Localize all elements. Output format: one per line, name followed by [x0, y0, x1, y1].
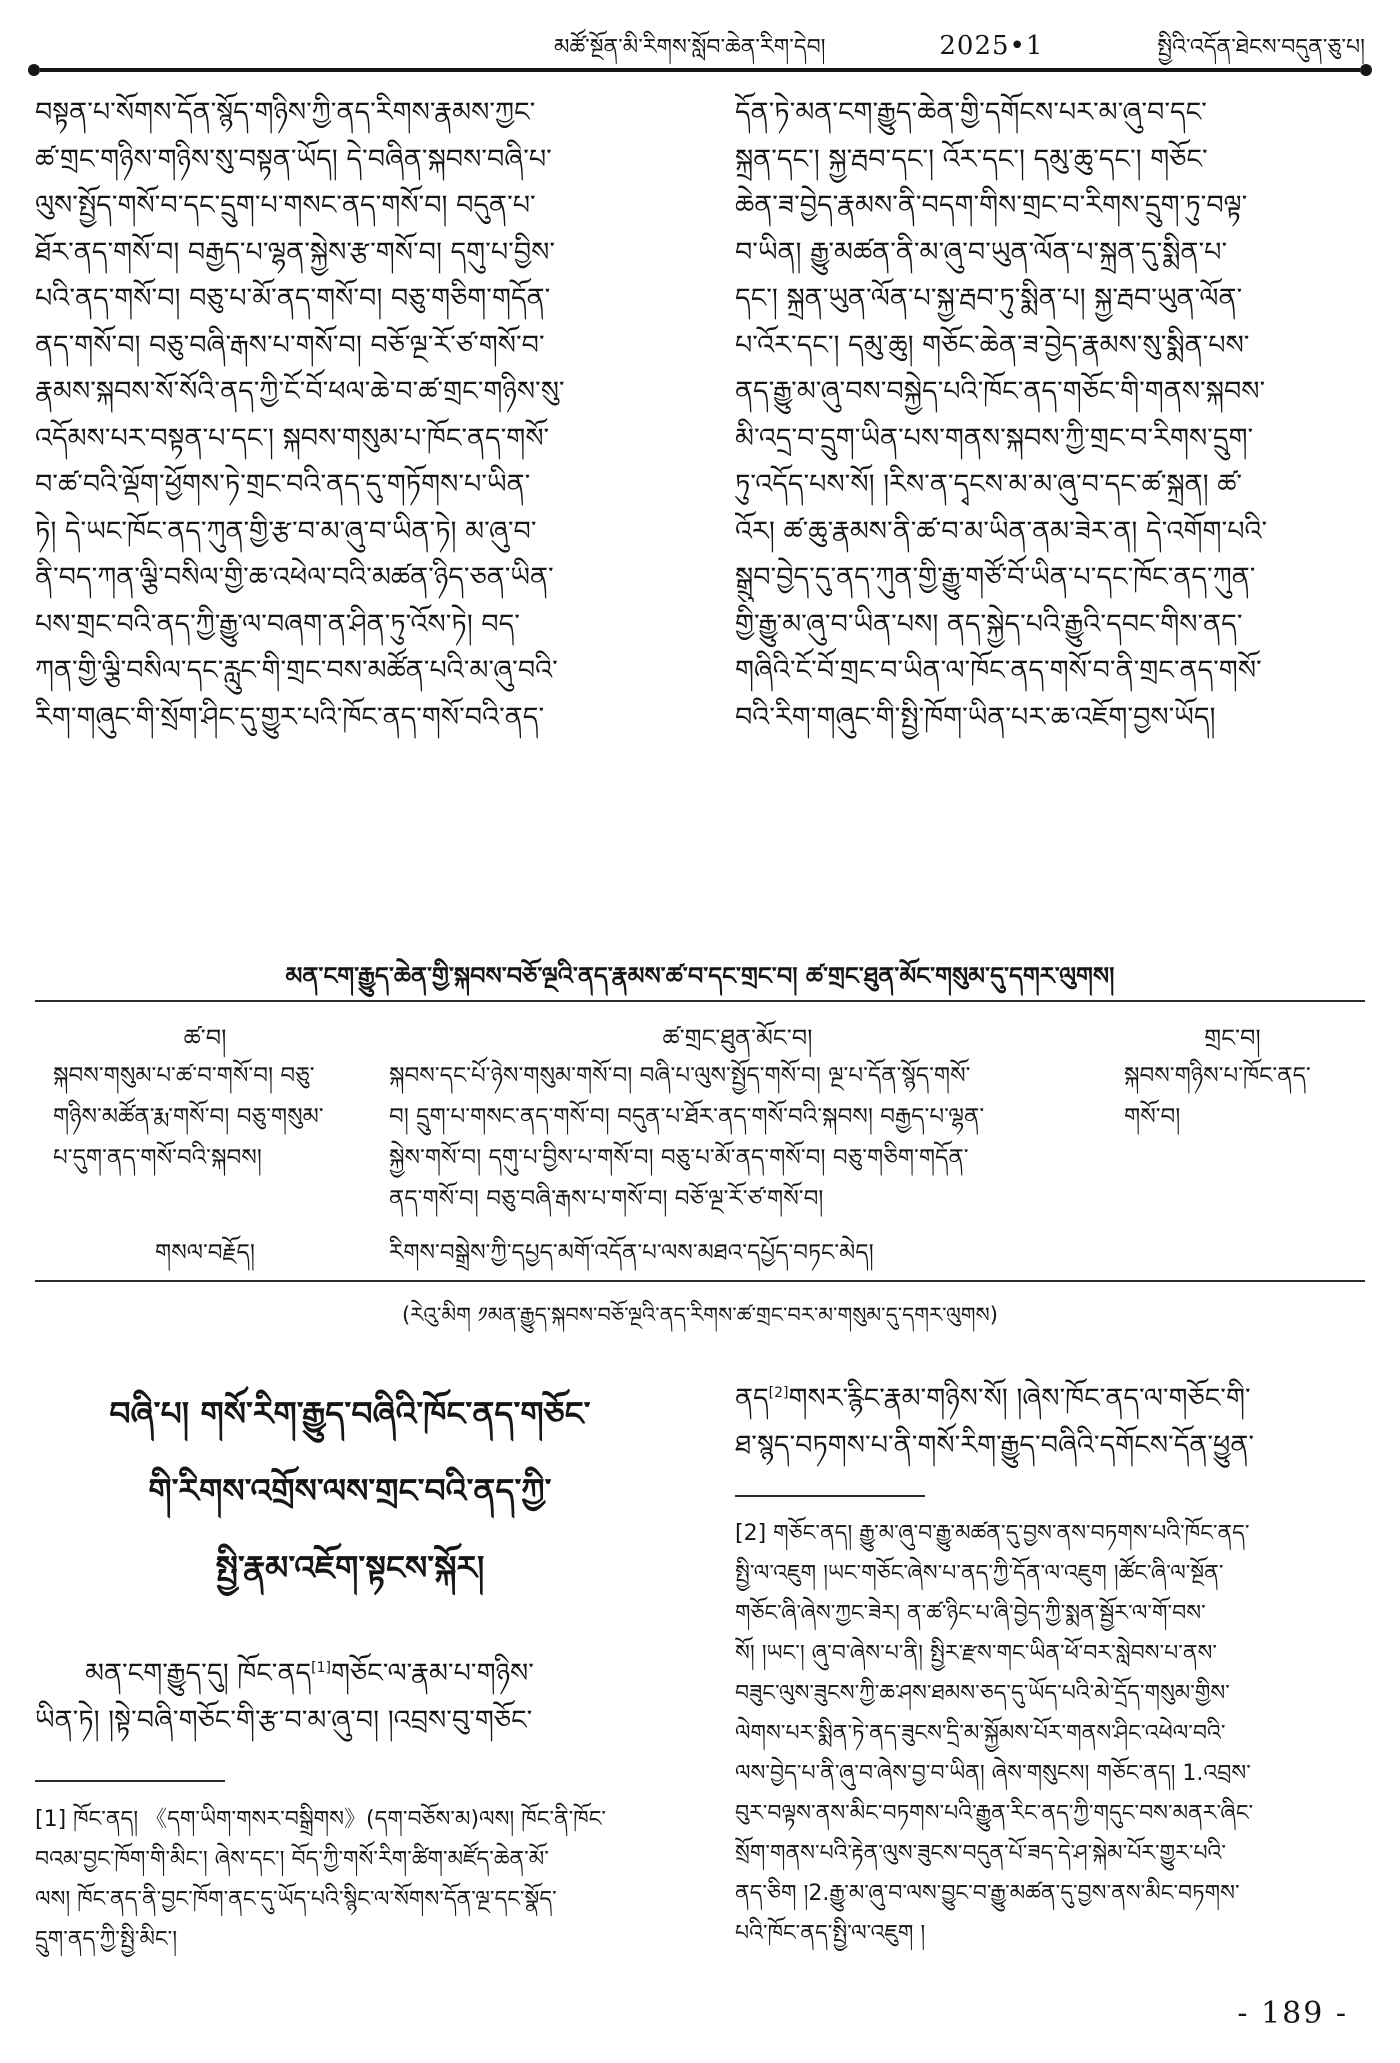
rule-right-dot-icon [1360, 64, 1372, 76]
body-columns [35, 90, 1365, 741]
paragraph-line: ཡིན་ཏེ། །སྟེ་བཞི་གཅོང་གི་རྩ་བ་མ་ཞུ་བ། །འབྲས་བུ་གཅོང་ [35, 1705, 533, 1736]
paragraph-line [735, 1375, 1367, 1422]
text-line: སྐྱེས་གསོ་བ། དགུ་པ་བྱིས་པ་གསོ་བ། བཅུ་པ་མོ་ནད་གསོ་བ། བཅུ་གཅིག་གདོན་ [389, 1145, 969, 1171]
text-line: བསྟན་པ་སོགས་དོན་སྙོད་གཉིས་ཀྱི་ནད་རིགས་རྣམས་ཀྱང་ [35, 97, 536, 128]
footnote-divider [735, 1495, 925, 1497]
footnote-1 [35, 1800, 675, 1960]
text-line: འོར། ཚ་ཆུ་རྣམས་ནི་ཚ་བ་མ་ཡིན་ནམ་ཟེར་ན། དེ་འགོག་པའི་ [735, 515, 1268, 547]
text-line: སྒྲུབ་བྱེད་དུ་ནད་ཀུན་གྱི་རྒྱུ་གཙོ་བོ་ཡིན་པ་དང་ཁོང་ནད་ཀུན་ [735, 562, 1256, 593]
text-line: མི་འདྲ་བ་དྲུག་ཡིན་པས་གནས་སྐབས་ཀྱི་གྲང་བ་རིགས་དྲུག་ [735, 422, 1254, 454]
paragraph-text: མན་ངག་རྒྱུད་དུ། ཁོང་ནད [85, 1658, 312, 1689]
text-line: གཞིའི་ངོ་བོ་གྲང་བ་ཡིན་ལ་ཁོང་ནད་གསོ་བ་ནི་གྲང་ནད་གསོ་ [735, 655, 1262, 686]
left-text-column [35, 90, 665, 741]
table-cell-empty [1100, 1233, 1365, 1274]
text-line: བ། དྲུག་པ་གསང་ནད་གསོ་བ། བདུན་པ་ཐོར་ནད་གསོ་བའི་སྐབས། བརྒྱད་པ་ལྷན་ [389, 1104, 985, 1130]
text-line: བའམ་བྱང་ཁོག་གི་མིང་། ཞེས་དང་། བོད་ཀྱི་གསོ་རིག་ཚིག་མཛོད་ཆེན་མོ་ [35, 1847, 549, 1872]
table-bottom-rule [35, 1280, 1365, 1282]
text-line: པས་གྲང་བའི་ནད་ཀྱི་རྒྱུ་ལ་བཞག་ན་ཤིན་ཏུ་འོས་ཏེ། བད་ [35, 608, 520, 640]
text-line: ཆེན་ཟ་བྱེད་རྣམས་ནི་བདག་གིས་གྲང་བ་རིགས་དྲུག་ཏུ་བལྟ་ [735, 190, 1248, 221]
section-heading [35, 1375, 665, 1606]
text-line: དང་། སྐྲན་ཡུན་ལོན་པ་སྐྱ་རྦབ་ཏུ་སྨིན་པ། སྐྱ་རྦབ་ཡུན་ལོན་ [735, 283, 1243, 314]
right-text-column [735, 90, 1365, 741]
text-line: གྱི་རྒྱུ་མ་ཞུ་བ་ཡིན་པས། ནད་སྐྱེད་པའི་རྒྱུའི་དབང་གིས་ནད་ [735, 608, 1243, 640]
text-line: བ་ཚ་བའི་ལྡོག་ཕྱོགས་ཏེ་གྲང་བའི་ནད་དུ་གཏོགས་པ་ཡིན་ [35, 469, 531, 500]
paragraph-text: གསར་རྙིང་རྣམ་གཉིས་སོ། །ཞེས་ཁོང་ནད་ལ་གཅོང་གི་ [788, 1383, 1251, 1414]
text-line: པའི་ཁོང་ནད་སྤྱི་ལ་འཇུག ། [735, 1921, 926, 1946]
footnote-2 [735, 1514, 1375, 1954]
table-cell-cold [1100, 1056, 1365, 1220]
table-cell-note-label: གསལ་བརྗོད། [155, 1240, 255, 1266]
text-line: ལུས་སྤྱོད་གསོ་བ་དང་དྲུག་པ་གསང་ནད་གསོ་བ། བདུན་པ་ [35, 190, 536, 221]
table-top-rule [35, 1000, 1365, 1002]
rule-line [40, 68, 1360, 72]
table-row [35, 1233, 1365, 1274]
text-line: ཐོར་ནད་གསོ་བ། བརྒྱད་པ་ལྷན་སྐྱེས་རྩ་གསོ་བ། དགུ་པ་བྱིས་ [35, 236, 556, 268]
text-line: ཏེ། དེ་ཡང་ཁོང་ནད་ཀུན་གྱི་རྩ་བ་མ་ཞུ་བ་ཡིན་ཏེ། མ་ཞུ་བ་ [35, 515, 537, 547]
text-line: [1] ཁོང་ནད། 《དག་ཡིག་གསར་བསྒྲིགས》(དག་བཅོས་མ)ལས། ཁོང་ནི་ཁོང་ [35, 1807, 607, 1832]
text-line: སྲོག་གནས་པའི་རྟེན་ལུས་ཟུངས་བདུན་པོ་ཟད་དེ་ཤ་སྐེམ་པོར་གྱུར་པའི་ [735, 1841, 1227, 1866]
rule-left-dot-icon [28, 64, 40, 76]
text-line: བའི་རིག་གཞུང་གི་སྤྱི་ཁོག་ཡིན་པར་ཆ་འཇོག་བྱས་ཡོད། [735, 701, 1216, 733]
text-line: བཞི་པ། གསོ་རིག་རྒྱུད་བཞིའི་ཁོང་ནད་གཅོང་ [109, 1394, 591, 1433]
text-line: གི་རིགས་འགྲོས་ལས་གྲང་བའི་ནད་ཀྱི་ [148, 1471, 552, 1510]
table-cell-hot [35, 1056, 375, 1220]
text-line: སྐྲན་དང་། སྐྱ་རྦབ་དང་། འོར་དང་། དམུ་ཆུ་དང་། གཅོང་ [735, 143, 1208, 175]
overall-issue: སྤྱིའི་འདོན་ཐེངས་བདུན་ཅུ་པ། [1157, 35, 1365, 60]
text-line: དོན་ཏེ་མན་ངག་རྒྱུད་ཆེན་གྱི་དགོངས་པར་མ་ཞུ་བ་དང་ [735, 97, 1207, 128]
text-line: སྤྱི་རྣམ་འཇོག་སྟངས་སྐོར། [215, 1548, 485, 1587]
table-cell-note: རིགས་བསྒྲེས་ཀྱི་དཔྱད་མགོ་འདོན་པ་ལས་མཐའ་དཔྱོད་བཏང་མེད། [389, 1240, 874, 1266]
page-number: - 189 - [1237, 1996, 1348, 2031]
text-line: ཏུ་འདོད་པས་སོ། །རིས་ན་དྭངས་མ་མ་ཞུ་བ་དང་ཚ་སྐྲན། ཚ་ [735, 469, 1243, 500]
paragraph-text: ནད [735, 1383, 769, 1414]
text-line: ལེགས་པར་སྨིན་ཏེ་ནད་ཟུངས་དྲི་མ་སྐྱོམས་པོར་གནས་ཤིང་འཕེལ་བའི་ [735, 1721, 1226, 1746]
text-line: [2] གཅོང་ནད། རྒྱུ་མ་ཞུ་བ་རྒྱུ་མཚན་དུ་བྱས་ནས་བཏགས་པའི་ཁོང་ནད་ [735, 1521, 1250, 1546]
year-issue: 2025•1 [939, 31, 1044, 61]
journal-title: མཚོ་སྔོན་མི་རིགས་སློབ་ཆེན་རིག་དེབ། [554, 35, 826, 60]
table-row [35, 1056, 1365, 1220]
text-line: སོ། །ཡང་། ཞུ་བ་ཞེས་པ་ནི། སྤྱིར་རྫས་གང་ཡིན་ཕོ་བར་སླེབས་པ་ནས་ [735, 1641, 1218, 1666]
text-line: གཉིས་མཚོན་རྨ་གསོ་བ། བཅུ་གསུམ་ [53, 1104, 324, 1130]
footnote-divider [35, 1780, 225, 1782]
paragraph-line: ཐ་སྙད་བཏགས་པ་ནི་གསོ་རིག་རྒྱུད་བཞིའི་དགོངས་དོན་ཕྱུན་ [735, 1430, 1255, 1461]
table-column-hot: ཚ་བ། [183, 1024, 227, 1052]
text-line: ལས། ཁོང་ནད་ནི་བྱང་ཁོག་ནང་དུ་ཡོད་པའི་སྙིང་ལ་སོགས་དོན་ལྔ་དང་སྣོད་ [35, 1887, 557, 1912]
text-line: རྣམས་སྐབས་སོ་སོའི་ནད་ཀྱི་ངོ་བོ་ཕལ་ཆེ་བ་ཚ་གྲང་གཉིས་སུ་ [35, 376, 565, 407]
table-cell-mixed [375, 1056, 1100, 1220]
text-line: ལས་བྱེད་པ་ནི་ཞུ་བ་ཞེས་བྱ་བ་ཡིན། ཞེས་གསུངས། གཅོང་ནད། 1.འབྲས་ [735, 1761, 1251, 1786]
table-caption: (རེའུ་མིག ༡མན་རྒྱུད་སྐབས་བཅོ་ལྔའི་ནད་རིགས་ཚ་གྲང་བར་མ་གསུམ་དུ་དགར་ལུགས) [402, 1303, 998, 1327]
text-line: ནད་གསོ་བ། བཅུ་བཞི་རྒས་པ་གསོ་བ། བཅོ་ལྔ་རོ་ཙ་གསོ་བ། [389, 1186, 824, 1212]
right-lower-paragraph [735, 1375, 1367, 1469]
text-line: བ་ཡིན། རྒྱུ་མཚན་ནི་མ་ཞུ་བ་ཡུན་ལོན་པ་སྐྲན་དུ་སྨིན་པ་ [735, 236, 1228, 268]
table-column-cold: གྲང་བ། [1204, 1024, 1261, 1052]
text-line: བཟུང་ལུས་ཟུངས་ཀྱི་ཆ་ཤས་ཐམས་ཅད་དུ་ཡོད་པའི་མེ་དྲོད་གསུམ་གྱིས་ [735, 1681, 1230, 1706]
text-line: པའི་ནད་གསོ་བ། བཅུ་པ་མོ་ནད་གསོ་བ། བཅུ་གཅིག་གདོན་ [35, 283, 551, 314]
text-line: རིག་གཞུང་གི་སྲོག་ཤིང་དུ་གྱུར་པའི་ཁོང་ནད་གསོ་བའི་ནད་ [35, 701, 545, 733]
text-line: སྐབས་གསུམ་པ་ཚ་བ་གསོ་བ། བཅུ་ [53, 1063, 315, 1089]
left-lower-paragraph [35, 1650, 667, 1744]
text-line: དྲུག་ནད་ཀྱི་སྤྱི་མིང་། [35, 1927, 178, 1952]
paragraph-line [35, 1650, 667, 1697]
table-column-mixed: ཚ་གྲང་ཐུན་མོང་བ། [662, 1024, 813, 1052]
text-line: ནད་རྒྱུ་མ་ཞུ་བས་བསྐྱེད་པའི་ཁོང་ནད་གཅོང་གི་གནས་སྐབས་ [735, 376, 1266, 407]
header-rule [28, 64, 1372, 76]
text-line: པ་དུག་ནད་གསོ་བའི་སྐབས། [53, 1145, 262, 1171]
text-line: བུར་བལྟས་ནས་མིང་བཏགས་པའི་རྒྱུན་རིང་ནད་ཀྱི་གདུང་བས་མནར་ཞིང་ [735, 1801, 1254, 1826]
text-line: སྐབས་དང་པོ་ཉེས་གསུམ་གསོ་བ། བཞི་པ་ལུས་སྤྱོད་གསོ་བ། ལྔ་པ་དོན་སྙོད་གསོ་ [389, 1063, 971, 1089]
text-line: སྤྱི་ལ་འཇུག །ཡང་གཅོང་ཞེས་པ་ནད་ཀྱི་དོན་ལ་འཇུག །ཚོང་ཞི་ལ་སྔོན་ [735, 1561, 1224, 1586]
text-line: ནད་ཅིག །2.རྒྱུ་མ་ཞུ་བ་ལས་བྱུང་བ་རྒྱུ་མཚན་དུ་བྱས་ནས་མིང་བཏགས་ [735, 1881, 1240, 1906]
text-line: ཀན་གྱི་ལྕི་བསིལ་དང་རླུང་གི་གྲང་བས་མཚོན་པའི་མ་ཞུ་བའི་ [35, 655, 558, 686]
text-line: ཚ་གྲང་གཉིས་གཉིས་སུ་བསྟན་ཡོད། དེ་བཞིན་སྐབས་བཞི་པ་ [35, 143, 552, 175]
paragraph-text: གཅོང་ལ་རྣམ་པ་གཉིས་ [330, 1658, 534, 1689]
text-line: འདོམས་པར་བསྟན་པ་དང་། སྐབས་གསུམ་པ་ཁོང་ནད་གསོ་ [35, 422, 550, 454]
text-line: ནད་གསོ་བ། བཅུ་བཞི་རྒས་པ་གསོ་བ། བཅོ་ལྔ་རོ་ཙ་གསོ་བ་ [35, 329, 545, 361]
footnote-ref-2: [2] [768, 1385, 789, 1401]
text-line: ནི་བད་ཀན་ལྕི་བསིལ་གྱི་ཆ་འཕེལ་བའི་མཚན་ཉིད་ཅན་ཡིན་ [35, 562, 554, 593]
text-line: གསོ་བ། [1124, 1104, 1181, 1130]
text-line: སྐབས་གཉིས་པ་ཁོང་ནད་ [1124, 1063, 1311, 1089]
text-line: པ་འོར་དང་། དམུ་ཆུ། གཅོང་ཆེན་ཟ་བྱེད་རྣམས་སུ་སྨིན་པས་ [735, 329, 1250, 361]
footnote-ref-1: [1] [311, 1660, 331, 1676]
text-line: གཅོང་ཞི་ཞེས་ཀྱང་ཟེར། ན་ཚ་ཉིང་པ་ཞི་བྱེད་ཀྱི་སྨན་སྦྱོར་ལ་གོ་བས་ [735, 1601, 1206, 1626]
table-title: མན་ངག་རྒྱུད་ཆེན་གྱི་སྐབས་བཅོ་ལྔའི་ནད་རྣམས་ཚ་བ་དང་གྲང་བ། ཚ་གྲང་ཐུན་མོང་གསུམ་དུ་དགར་ལུགས། [285, 962, 1115, 990]
